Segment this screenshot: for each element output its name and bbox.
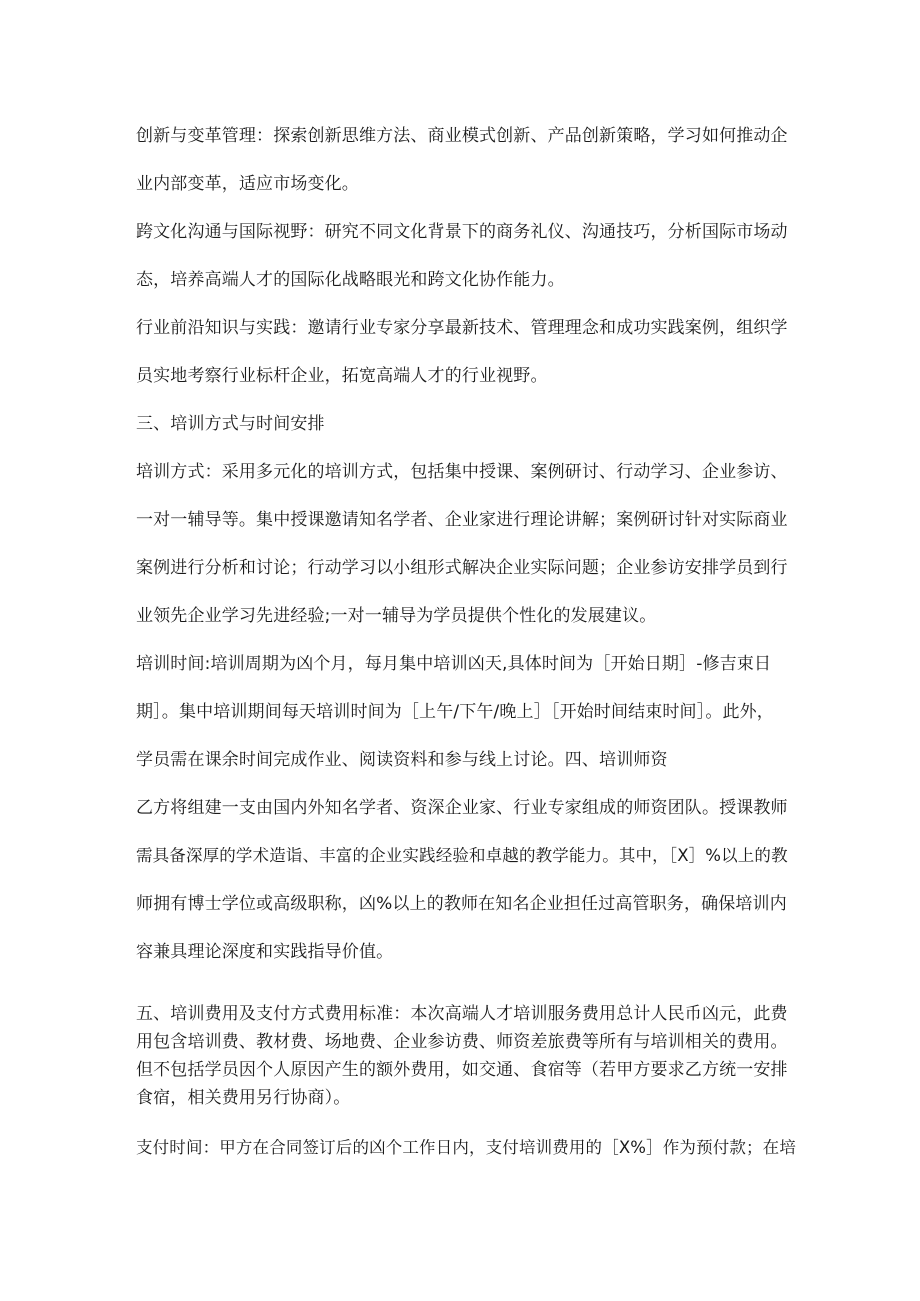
paragraph-line: 员实地考察行业标杆企业，拓宽高端人才的行业视野。 [136, 366, 548, 386]
paragraph-line: 期］。集中培训期间每天培训时间为［上午/下午/晚上］［开始时间结束时间］。此外， [136, 702, 774, 722]
paragraph-line: 培训时间:培训周期为凶个月，每月集中培训凶天,具体时间为［开始日期］-修吉束日 [136, 654, 772, 674]
paragraph-line: 容兼具理论深度和实践指导价值。 [136, 942, 394, 962]
paragraph-line: 创新与变革管理：探索创新思维方法、商业模式创新、产品创新策略，学习如何推动企 [136, 126, 788, 146]
section-heading: 三、培训方式与时间安排 [136, 414, 325, 434]
paragraph-line: 培训方式：采用多元化的培训方式，包括集中授课、案例研讨、行动学习、企业参访、 [136, 462, 788, 482]
paragraph-line: 态，培养高端人才的国际化战略眼光和跨文化协作能力。 [136, 270, 565, 290]
paragraph-line: 食宿，相关费用另行协商）。 [136, 1088, 351, 1108]
paragraph-line: 学员需在课余时间完成作业、阅读资料和参与线上讨论。四、培训师资 [136, 750, 668, 770]
paragraph-line: 用包含培训费、教材费、场地费、企业参访费、师资差旅费等所有与培训相关的费用。 [136, 1032, 788, 1052]
paragraph-line: 五、培训费用及支付方式费用标准：本次高端人才培训服务费用总计人民币凶元，此费 [136, 1004, 788, 1024]
paragraph-line: 乙方将组建一支由国内外知名学者、资深企业家、行业专家组成的师资团队。授课教师 [136, 798, 788, 818]
paragraph-line: 行业前沿知识与实践：邀请行业专家分享最新技术、管理理念和成功实践案例，组织学 [136, 318, 788, 338]
paragraph-line: 跨文化沟通与国际视野：研究不同文化背景下的商务礼仪、沟通技巧，分析国际市场动 [136, 222, 788, 242]
paragraph-line: 师拥有博士学位或高级职称，凶%以上的教师在知名企业担任过高管职务，确保培训内 [136, 894, 787, 914]
paragraph-line: 业领先企业学习先进经验;一对一辅导为学员提供个性化的发展建议。 [136, 606, 657, 626]
paragraph-line: 业内部变革，适应市场变化。 [136, 174, 359, 194]
paragraph-line: 但不包括学员因个人原因产生的额外费用，如交通、食宿等（若甲方要求乙方统一安排 [136, 1060, 788, 1080]
paragraph-line: 需具备深厚的学术造诣、丰富的企业实践经验和卓越的教学能力。其中，［X］%以上的教 [136, 846, 788, 865]
paragraph-line: 一对一辅导等。集中授课邀请知名学者、企业家进行理论讲解；案例研讨针对实际商业 [136, 510, 788, 530]
paragraph-line: 支付时间：甲方在合同签订后的凶个工作日内，支付培训费用的［X%］作为预付款；在培 [136, 1138, 796, 1157]
paragraph-line: 案例进行分析和讨论；行动学习以小组形式解决企业实际问题；企业参访安排学员到行 [136, 558, 788, 578]
